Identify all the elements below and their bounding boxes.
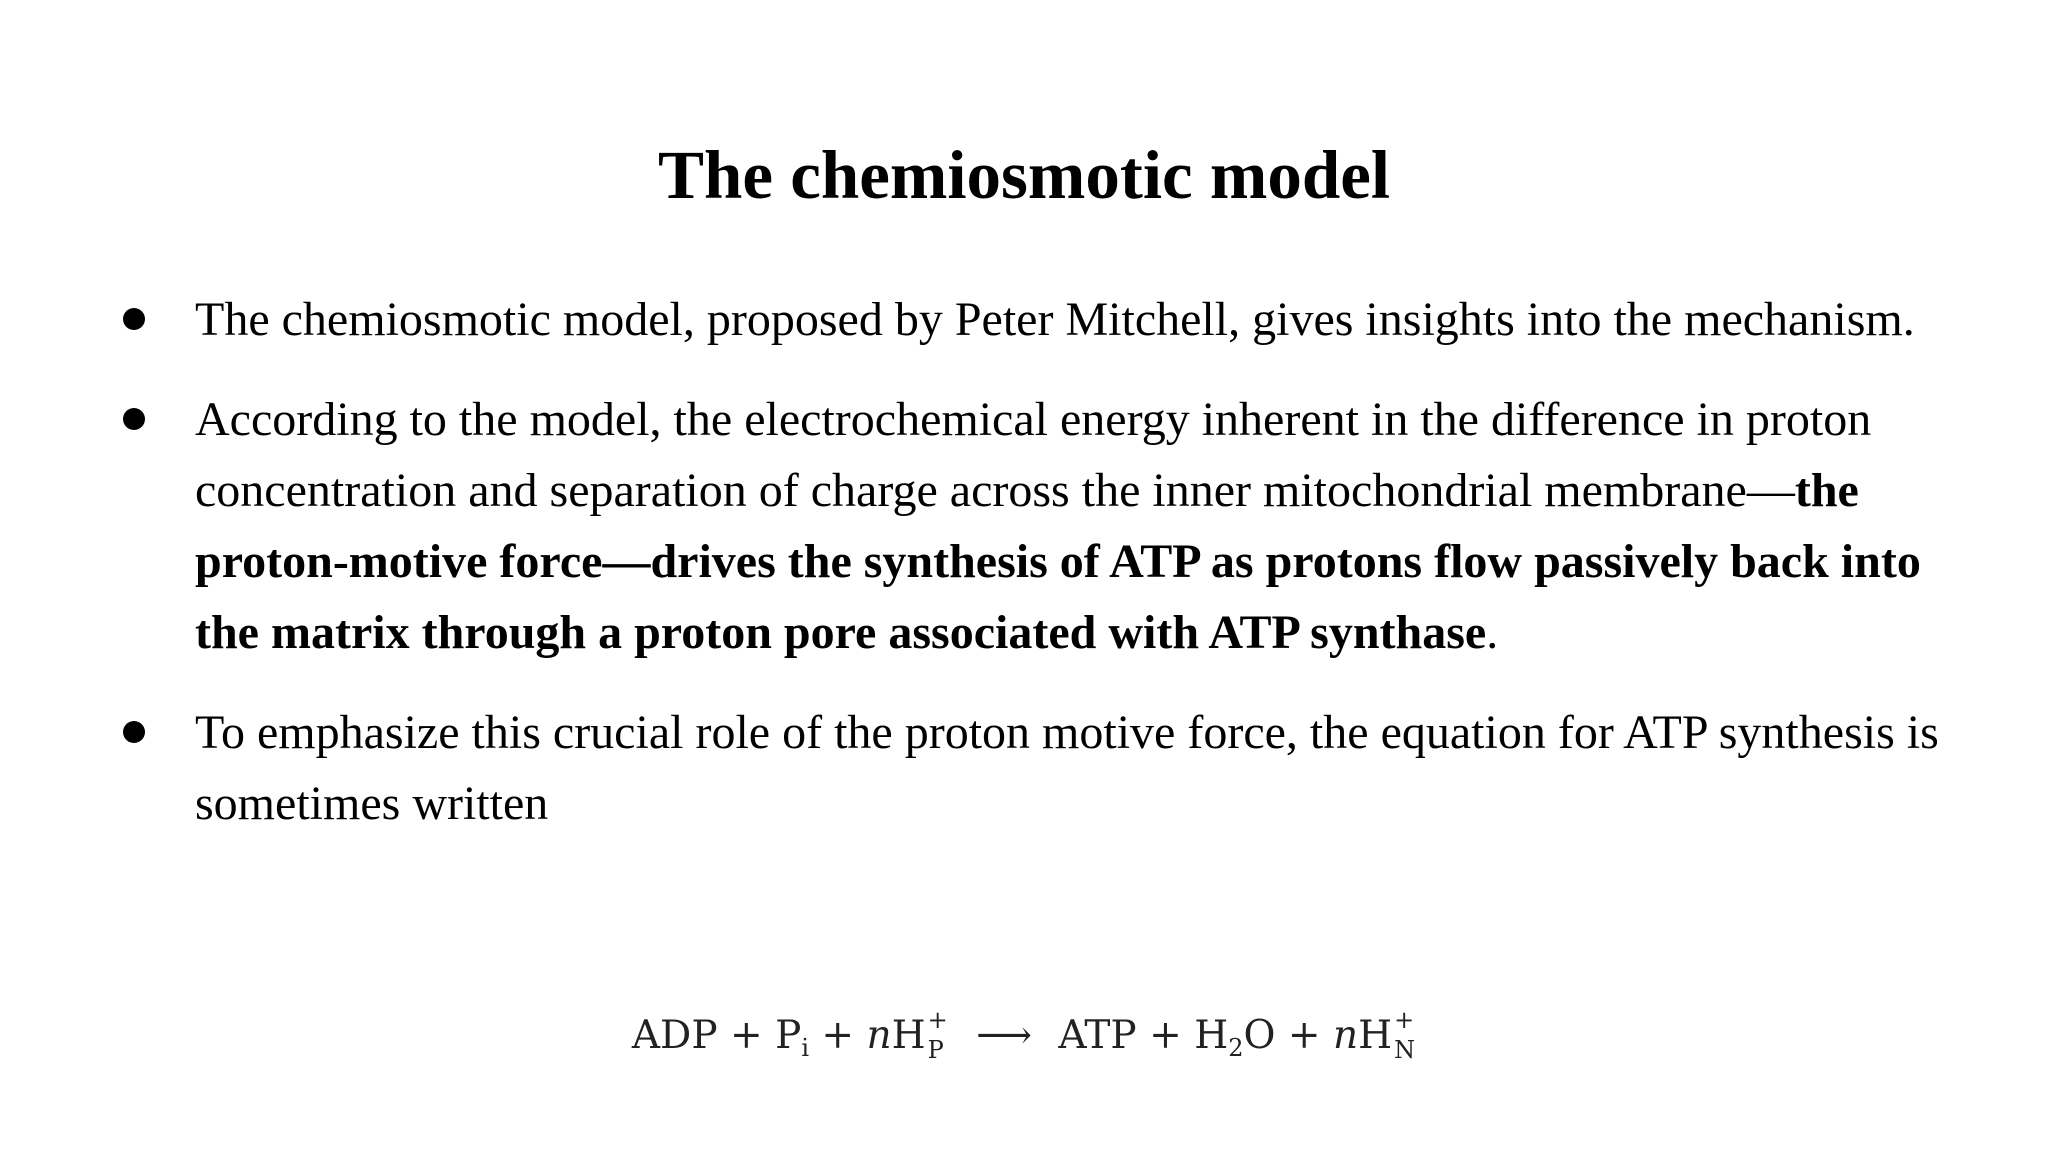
eq-atp: ATP xyxy=(1058,1013,1137,1058)
bullet-list xyxy=(115,284,1975,868)
eq-phosphate: $P_i$ xyxy=(775,1013,810,1062)
eq-proton-n: nH + N xyxy=(1332,1006,1416,1064)
eq-plus: + xyxy=(821,1013,855,1058)
bullet-dot-icon xyxy=(123,721,145,743)
eq-arrow-icon: ⟶ xyxy=(976,1013,1032,1058)
bullet-dot-icon xyxy=(123,408,145,430)
bullet-text: The chemiosmotic model, proposed by Peter Mitchell, gives insights into the mechanism. xyxy=(195,293,1915,346)
eq-proton-p: nH + P xyxy=(866,1006,948,1064)
eq-water: $H_2O$ xyxy=(1194,1013,1276,1062)
slide-title: The chemiosmotic model xyxy=(657,137,1391,213)
bullet-item xyxy=(115,384,1975,668)
atp-synthesis-equation xyxy=(0,1006,2048,1078)
bullet-item xyxy=(115,284,1975,355)
bullet-bold-text: the proton-motive force—drives the synthesis of ATP as protons flow passively back into the matrix through a proton pore associated with ATP synthase xyxy=(195,464,1921,659)
bullet-text: According to the model, the electrochemical energy inherent in the difference in proton concentration and separation of charge across the inner mitochondrial membrane— xyxy=(195,393,1872,517)
eq-plus: + xyxy=(1287,1013,1321,1058)
bullet-dot-icon xyxy=(123,308,145,330)
eq-adp: ADP xyxy=(631,1013,718,1058)
bullet-text-end: . xyxy=(1486,606,1499,659)
bullet-item xyxy=(115,697,1975,839)
bullet-text: To emphasize this crucial role of the proton motive force, the equation for ATP synthesis is sometimes written xyxy=(195,706,1939,830)
eq-plus: + xyxy=(1149,1013,1182,1058)
eq-plus: + xyxy=(729,1013,763,1058)
